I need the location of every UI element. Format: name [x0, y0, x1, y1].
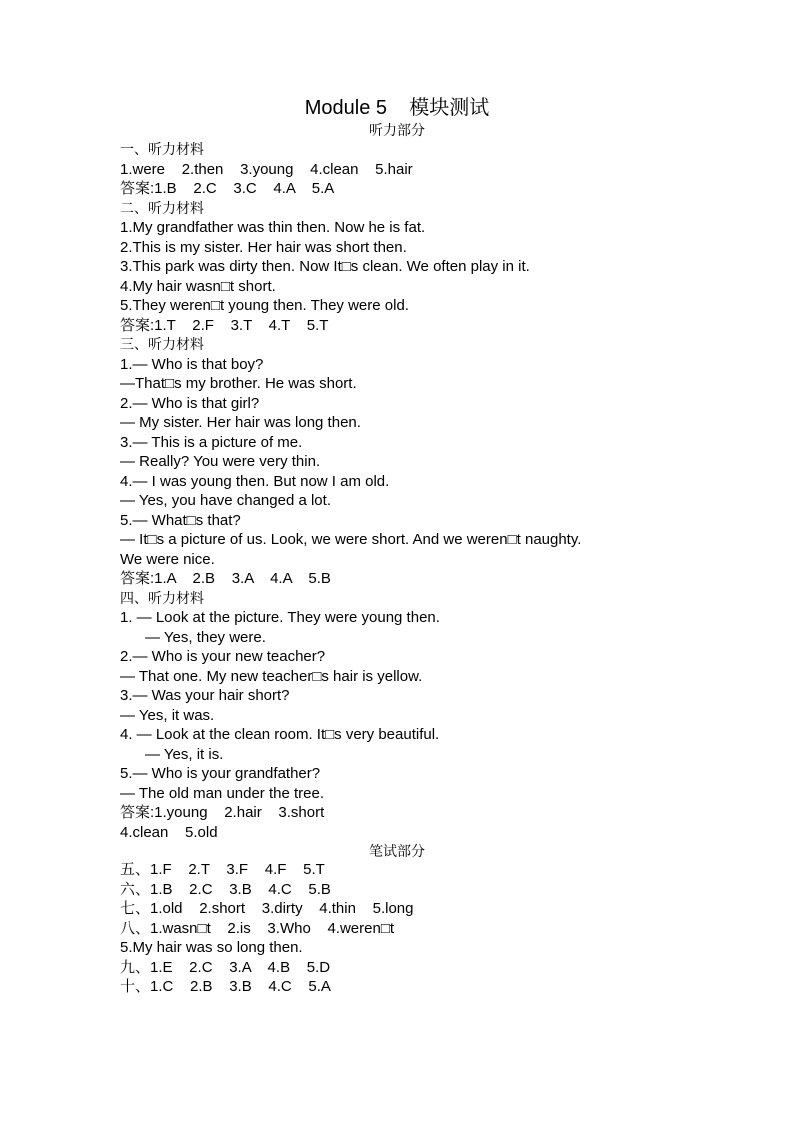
text-line: 5.My hair was so long then.	[120, 939, 303, 956]
text-line: 4. — Look at the clean room. It□s very beautiful.	[120, 726, 440, 743]
text-line: 5.— Who is your grandfather?	[120, 765, 321, 782]
text-line: — Yes, you have changed a lot.	[120, 492, 331, 509]
text-line: 3.This park was dirty then. Now It□s clean. We often play in it.	[120, 258, 530, 275]
text-line: 5.They weren□t young then. They were old.	[120, 297, 409, 314]
text-line: —That□s my brother. He was short.	[120, 375, 357, 392]
text-line: 答案:1.T 2.F 3.T 4.T 5.T	[120, 316, 329, 334]
text-line: 三、听力材料	[120, 336, 204, 352]
text-line: 1.were 2.then 3.young 4.clean 5.hair	[120, 160, 413, 178]
text-line: 4.— I was young then. But now I am old.	[120, 472, 390, 490]
text-line: 1.— Who is that boy?	[120, 355, 264, 373]
text-line: 1.My grandfather was thin then. Now he is fat.	[120, 219, 426, 236]
text-line: 十、1.C 2.B 3.B 4.C 5.A	[120, 978, 331, 995]
text-line: 答案:1.young 2.hair 3.short	[120, 804, 325, 821]
page-title: Module 5 模块测试	[304, 97, 490, 119]
text-line: 五、1.F 2.T 3.F 4.F 5.T	[120, 861, 325, 878]
text-line: — It□s a picture of us. Look, we were short. And we weren□t naughty.	[120, 531, 582, 548]
text-line: — Really? You were very thin.	[120, 453, 321, 470]
text-line: 二、听力材料	[120, 199, 204, 216]
text-line: — My sister. Her hair was long then.	[120, 414, 361, 431]
listening-section-heading: 听力部分	[369, 122, 425, 138]
written-answer-lines	[120, 860, 680, 997]
text-line: 1. — Look at the picture. They were young then.	[120, 609, 440, 626]
text-line: 七、1.old 2.short 3.dirty 4.thin 5.long	[120, 900, 414, 917]
text-line: — Yes, it is.	[120, 745, 224, 763]
text-line: 4.clean 5.old	[120, 823, 218, 841]
text-line: — The old man under the tree.	[120, 784, 325, 802]
listening-answer-lines	[120, 140, 680, 842]
text-line: 2.This is my sister. Her hair was short then.	[120, 238, 407, 256]
text-line: We were nice.	[120, 550, 215, 568]
text-line: 四、听力材料	[120, 589, 204, 606]
text-line: — Yes, they were.	[120, 628, 266, 646]
text-line: 答案:1.A 2.B 3.A 4.A 5.B	[120, 570, 331, 587]
text-line: — Yes, it was.	[120, 706, 215, 724]
text-line: 3.— This is a picture of me.	[120, 433, 303, 451]
text-line: 2.— Who is your new teacher?	[120, 648, 326, 665]
text-line: — That one. My new teacher□s hair is yellow.	[120, 667, 423, 685]
text-line: 九、1.E 2.C 3.A 4.B 5.D	[120, 958, 331, 976]
text-line: 5.— What□s that?	[120, 511, 241, 529]
written-section-heading: 笔试部分	[369, 843, 425, 859]
text-line: 一、听力材料	[120, 141, 204, 157]
text-line: 4.My hair wasn□t short.	[120, 277, 276, 295]
text-line: 2.— Who is that girl?	[120, 394, 260, 412]
text-line: 答案:1.B 2.C 3.C 4.A 5.A	[120, 180, 335, 197]
text-line: 3.— Was your hair short?	[120, 687, 290, 704]
text-line: 六、1.B 2.C 3.B 4.C 5.B	[120, 880, 331, 898]
text-line: 八、1.wasn□t 2.is 3.Who 4.weren□t	[120, 919, 395, 937]
